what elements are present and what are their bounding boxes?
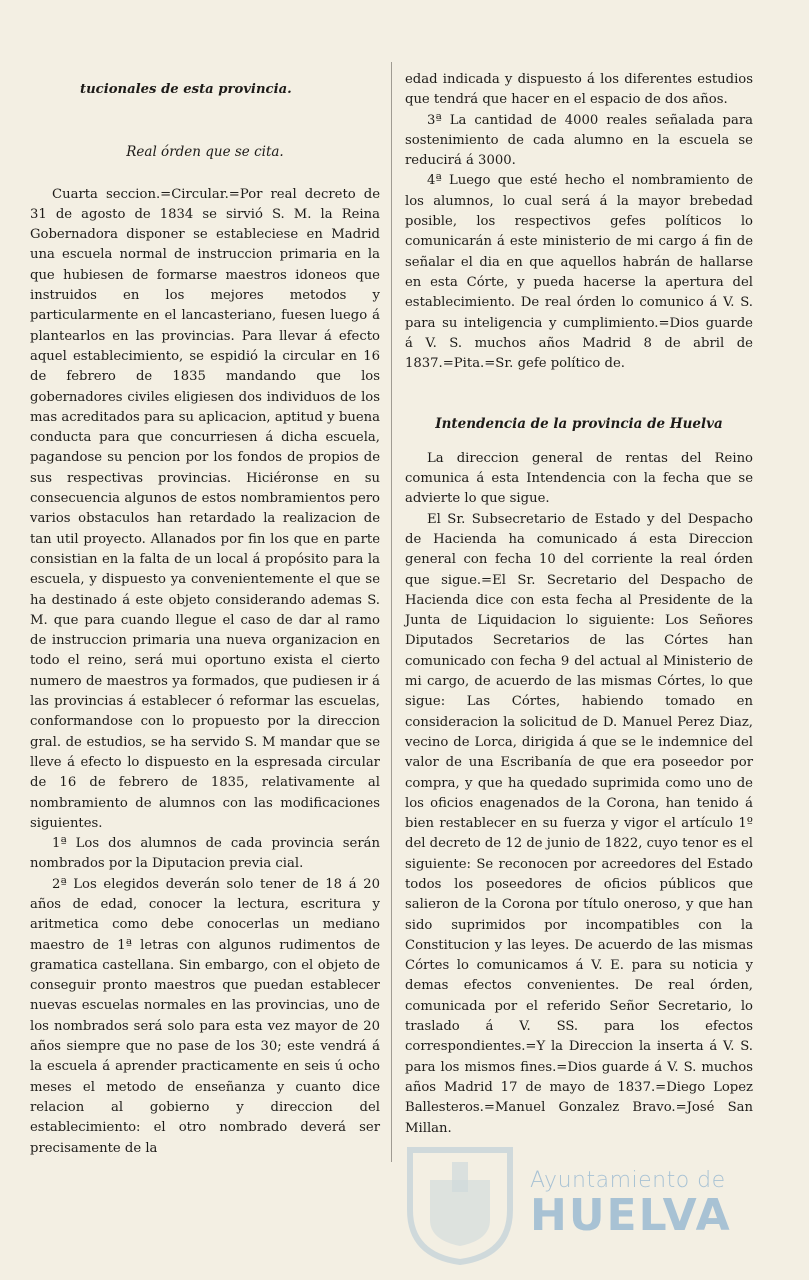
watermark-logo xyxy=(530,1168,770,1239)
intro-paragraph: La direccion general de rentas del Reino comunica á esta Intendencia con la fecha que se advierte lo que sigue. xyxy=(405,450,753,507)
circular-paragraph: Cuarta seccion.=Circular.=Por real decreto de 31 de agosto de 1834 se sirvió S. M. la Reina Gobernadora disponer se estableciese en Madrid una escuela normal de instruccion primaria en la que hubiesen de formarse maestros idoneos que instruidos en los mejores metodos y particularmente en el lancasteriano, fuesen luego á plantearlos en las provincias. Para llevar á efecto aquel establecimiento, se espidió la circular en 16 de febrero de 1835 mandando que los gobernadores civiles eligiesen dos individuos de los mas acreditados para su aplicacion, aptitud y buena conducta para que concurriesen á dicha escuela, pagandose su pencion por los fondos de propios de sus respectivas provincias. Hiciéronse en su consecuencia algunos de estos nombramientos pero varios obstaculos han retardado la realizacion de tan util proyecto. Allanados por fin los que en parte consistian en la falta de un local á propósito para la escuela, y dispuesto ya convenientemente el que se ha destinado á este objeto considerando ademas S. M. que para cuando llegue el caso de dar al ramo de instruccion primaria una nueva organizacion en todo el reino, será mui oportuno exista el cierto numero de maestros ya formados, que pudiesen ir á las provincias á establecer ó reformar las escuelas, conformandose con lo propuesto por la direccion gral. de estudios, se ha servido S. M mandar que se lleve á efecto lo dispuesto en la espresada circular de 16 de febrero de 1835, relativamente al nombramiento de alumnos con las modificaciones siguientes. xyxy=(30,186,380,831)
city-seal-icon xyxy=(400,1140,520,1265)
body-paragraph: El Sr. Subsecretario de Estado y del Despacho de Hacienda ha comunicado á esta Direccion general con fecha 10 del corriente la real órden que sigue.=El Sr. Secretario del Despacho de Hacienda dice con esta fecha al Presidente de la Junta de Liquidacion lo siguiente: Los Señores Diputados Secretarios de las Córtes han comunicado con fecha 9 del actual al Ministerio de mi cargo, de acuerdo de las mismas Córtes, lo que sigue: Las Córtes, habiendo tomado en consideracion la solicitud de D. Manuel Perez Diaz, vecino de Lorca, dirigida á que se le indemnice del valor de una Escribanía de que era poseedor por compra, y que ha quedado suprimida como uno de los oficios enagenados de la Corona, han tenido á bien restablecer en su fuerza y vigor el artículo 1º del decreto de 12 de junio de 1822, cuyo tenor es el siguiente: Se reconocen por acreedores del Estado todos los poseedores de oficios públicos que salieron de la Corona por título oneroso, y que han sido suprimidos por incompatibles con la Constitucion y las leyes. De acuerdo de las mismas Córtes lo comunicamos á V. E. para su noticia y demas efectos convenientes. De real órden, comunicada por el referido Señor Secretario, lo traslado á V. SS. para los efectos correspondientes.=Y la Direccion la inserta á V. S. para los mismos fines.=Dios guarde á V. S. muchos años Madrid 17 de mayo de 1837.=Diego Lopez Ballesteros.=Manuel Gonzalez Bravo.=José San Millan. xyxy=(405,511,753,1136)
section-heading: Intendencia de la provincia de Huelva xyxy=(435,416,723,433)
list-item: 2ª Los elegidos deverán solo tener de 18 á 20 años de edad, conocer la lectura, escritura y aritmetica como debe conocerlas un mediano maestro de 1ª letras con algunos rudimentos de gramatica castellana. Sin embargo, con el objeto de conseguir pronto maestros que puedan establecer nuevas escuelas normales en las provincias, uno de los nombrados será solo para esta vez mayor de 20 años siempre que no pase de los 30; este vendrá á la escuela á aprender practicamente en seis ú ocho meses el metodo de enseñanza y cuanto dice relacion al gobierno y direccion del establecimiento: el otro nombrado deverá ser precisamente de la xyxy=(30,876,380,1156)
continued-paragraph: edad indicada y dispuesto á los diferentes estudios que tendrá que hacer en el espacio de dos años. xyxy=(405,72,753,108)
section-heading: Real órden que se cita. xyxy=(126,144,284,161)
running-head: tucionales de esta provincia. xyxy=(80,82,292,97)
right-column xyxy=(405,70,753,1139)
left-column xyxy=(30,70,380,1159)
list-item: 4ª Luego que esté hecho el nombramiento de los alumnos, lo cual será á la mayor brebedad posible, los respectivos gefes políticos lo comunicarán á este ministerio de mi cargo á fin de señalar el dia en que aquellos habrán de hallarse en esta Córte, y pueda hacerse la apertura del establecimiento. De real órden lo comunico á V. S. para su inteligencia y cumplimiento.=Dios guarde á V. S. muchos años Madrid 8 de abril de 1837.=Pita.=Sr. gefe político de. xyxy=(405,173,753,372)
column-divider xyxy=(391,62,392,1162)
watermark-main-text: HUELVA xyxy=(530,1190,732,1241)
list-item: 1ª Los dos alumnos de cada provincia serán nombrados por la Diputacion previa cial. xyxy=(30,836,380,872)
list-item: 3ª La cantidad de 4000 reales señalada para sostenimiento de cada alumno en la escuela se reducirá á 3000. xyxy=(405,112,753,169)
watermark-top-text: Ayuntamiento de xyxy=(530,1168,726,1193)
